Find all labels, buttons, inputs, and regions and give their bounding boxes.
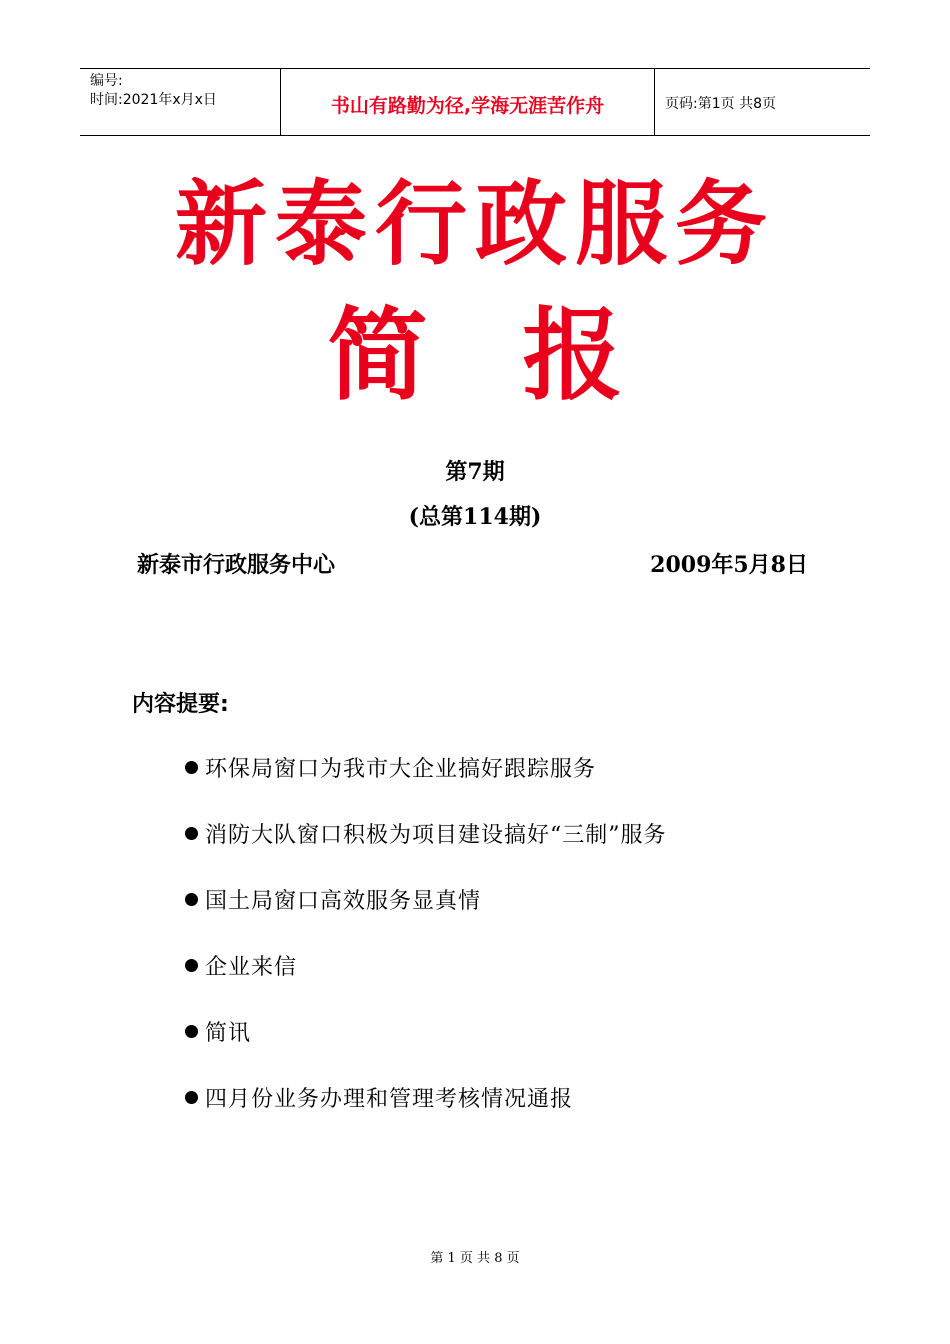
time-label: 时间:2021年x月x日 bbox=[90, 92, 217, 108]
number-label: 编号: bbox=[90, 73, 123, 89]
toc-item-text: 国土局窗口高效服务显真情 bbox=[205, 889, 482, 914]
toc-item bbox=[185, 1016, 667, 1082]
toc-item-text: 企业来信 bbox=[205, 955, 298, 980]
issue-total: (总第114期) bbox=[408, 504, 542, 530]
toc-list bbox=[185, 752, 667, 1148]
toc-item bbox=[185, 1082, 667, 1148]
toc-item bbox=[185, 752, 667, 818]
bullet-icon bbox=[185, 1025, 198, 1038]
toc-item-text: 简讯 bbox=[205, 1021, 252, 1046]
toc-item bbox=[185, 884, 667, 950]
toc-item bbox=[185, 950, 667, 1016]
bulletin-title-char-bao: 报 bbox=[522, 296, 623, 414]
bullet-icon bbox=[185, 827, 198, 840]
publisher: 新泰市行政服务中心 bbox=[137, 552, 336, 578]
bullet-icon bbox=[185, 893, 198, 906]
bulletin-title-line1: 新泰行政服务 bbox=[174, 170, 775, 278]
bulletin-title-line2 bbox=[0, 296, 950, 414]
toc-item bbox=[185, 818, 667, 884]
bullet-icon bbox=[185, 959, 198, 972]
issue-number: 第7期 bbox=[445, 459, 505, 485]
toc-item-text: 消防大队窗口积极为项目建设搞好“三制”服务 bbox=[205, 823, 667, 848]
toc-heading: 内容提要: bbox=[132, 692, 229, 717]
header-motto: 书山有路勤为径,学海无涯苦作舟 bbox=[281, 69, 655, 135]
page-footer: 第 1 页 共 8 页 bbox=[430, 1251, 520, 1266]
bullet-icon bbox=[185, 761, 198, 774]
bulletin-title-char-jian: 简 bbox=[327, 296, 428, 414]
bullet-icon bbox=[185, 1091, 198, 1104]
header-page-info: 页码:第1页 共8页 bbox=[665, 96, 776, 112]
document-header-table bbox=[80, 68, 870, 136]
header-meta-cell bbox=[80, 69, 281, 135]
toc-item-text: 环保局窗口为我市大企业搞好跟踪服务 bbox=[205, 757, 597, 782]
publish-date: 2009年5月8日 bbox=[650, 552, 808, 578]
toc-item-text: 四月份业务办理和管理考核情况通报 bbox=[205, 1087, 574, 1112]
